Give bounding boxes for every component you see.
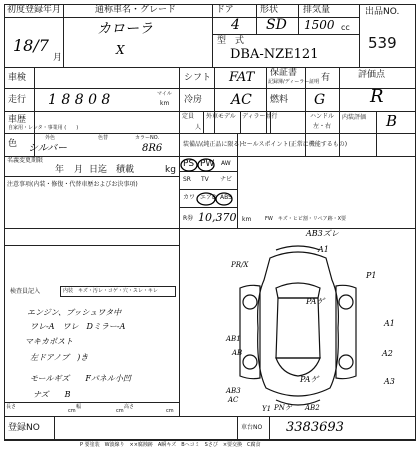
doors-label: ドア xyxy=(216,5,234,15)
pw-circle xyxy=(198,159,214,171)
displacement-label: 排気量 xyxy=(303,5,331,15)
inspector-header: 内装 キズ・汚レ・コゲ・穴・スレ・キレ xyxy=(63,288,158,294)
grid-line xyxy=(4,228,179,229)
model-value: DBA-NZE121 xyxy=(230,47,319,62)
car-roof xyxy=(276,298,320,358)
color-sub1: 外色 xyxy=(45,135,56,141)
grid-line xyxy=(4,111,416,112)
grid-line xyxy=(4,176,179,177)
equip-abs: ABS xyxy=(220,194,232,201)
handle-sub: 左・右 xyxy=(313,123,332,130)
equip-aw: AW xyxy=(221,160,231,167)
wheel-rr xyxy=(339,355,353,369)
first-reg-value: 18/7 xyxy=(13,36,49,55)
mileage-unit: マイル xyxy=(157,91,172,97)
shift-value: FAT xyxy=(229,70,255,85)
chassis-no-value: 3383693 xyxy=(286,420,344,435)
history-label: 車歴 xyxy=(8,115,27,125)
diagram-mark-ac: AC xyxy=(228,396,239,404)
dealer-label: ディラー並行 xyxy=(242,113,278,120)
month-mark: 月 xyxy=(74,165,84,175)
kg-unit: kg xyxy=(165,165,176,175)
diagram-mark-prx: PR/X xyxy=(231,261,249,269)
grid-line xyxy=(203,111,204,133)
equip-pw: PW xyxy=(200,159,215,169)
equipment-circles xyxy=(179,152,237,212)
equip-tv: TV xyxy=(201,176,209,183)
inspector-note-4: 左ドアノブ )き xyxy=(30,353,89,362)
grid-line xyxy=(376,111,377,156)
diagram-mark-a3: A3 xyxy=(384,377,395,386)
equip-navi: ナビ xyxy=(220,176,233,183)
model-label: 型 式 xyxy=(217,36,245,46)
grid-line xyxy=(4,245,179,246)
lot-no-label: 出品NO. xyxy=(365,7,400,17)
length-cm: cm xyxy=(68,408,76,414)
history-sub: 自家用・レンタ・事業用 ( ) xyxy=(8,125,79,131)
windshield xyxy=(276,283,320,298)
sales-point-title: セールスポイント(正常に機能するもの) xyxy=(241,141,348,148)
lot-no-value: 539 xyxy=(368,34,397,52)
wheel-fr xyxy=(339,295,353,309)
warranty-sub: 記録簿/ディーラー証明 xyxy=(268,79,320,85)
equip-airbag: エアB xyxy=(200,194,217,201)
grid-line xyxy=(4,88,416,89)
grid-line xyxy=(240,111,241,133)
shift-label: シフト xyxy=(184,73,212,83)
grade-value: R xyxy=(370,86,384,107)
airbag-circle xyxy=(197,193,215,205)
diagram-mark-y1: Y1 xyxy=(262,405,272,413)
width-cm: cm xyxy=(116,408,124,414)
inspector-note-2: ワレ-A ワレ Dミラー-A xyxy=(30,322,126,331)
grid-line xyxy=(4,67,416,68)
wheel-rl xyxy=(243,355,257,369)
diagram-mark-ab2: AB2 xyxy=(305,404,320,412)
car-top-outline xyxy=(258,252,339,396)
diagram-mark-pn: PNゲ xyxy=(274,404,292,412)
color-label: 色 xyxy=(8,139,18,149)
wheel-fl xyxy=(243,295,257,309)
car-name-value: カローラ xyxy=(97,21,153,37)
front-bumper xyxy=(276,246,320,250)
inspector-label: 検査員記入 xyxy=(10,288,41,295)
length-label: 長さ xyxy=(6,404,17,410)
grid-line xyxy=(212,4,213,67)
change-label: 名義変更期限 xyxy=(7,157,44,164)
color-sub2: 色替 xyxy=(98,135,109,141)
inspection-label: 車検 xyxy=(8,73,27,83)
ac-label: 冷房 xyxy=(184,95,203,105)
grid-line xyxy=(237,416,238,440)
grid-line xyxy=(54,416,55,440)
grid-line xyxy=(256,4,257,34)
height-label: 高さ xyxy=(124,404,135,410)
grid-line xyxy=(359,4,360,67)
shape-label: 形状 xyxy=(260,5,279,15)
diagram-mark-ab: AB xyxy=(232,349,243,357)
capacity-unit: 人 xyxy=(195,124,202,131)
height-cm: cm xyxy=(166,408,174,414)
diagram-mark-pa: PAゲ xyxy=(306,297,325,306)
grid-line xyxy=(212,34,359,35)
name-grade-label: 通称車名・グレード xyxy=(95,5,177,15)
grade-label: 評価点 xyxy=(358,70,386,80)
warranty-label: 保証書 xyxy=(270,68,298,78)
inspector-note-1: エンジン、ブッシュワタ中 xyxy=(27,308,122,317)
mileage-value: 1 8 8 0 8 xyxy=(48,92,111,108)
grid-line xyxy=(4,440,416,441)
diagram-mark-ab1: AB1 xyxy=(226,335,241,343)
date-label: 日迄 xyxy=(89,165,108,175)
inspector-note-3: マキカポスト xyxy=(25,337,73,346)
grid-line xyxy=(298,4,299,34)
grid-line xyxy=(4,402,179,403)
interior-label: 内装評価 xyxy=(342,114,367,121)
year-mark: 年 xyxy=(55,165,65,175)
abs-circle xyxy=(216,193,232,205)
r-ticket-value: 10,370 xyxy=(198,211,237,224)
diagram-mark-a1-top: A1 xyxy=(318,245,329,254)
load-label: 積載 xyxy=(116,165,135,175)
inspector-note-6: ナズ B xyxy=(33,390,71,399)
capacity-label: 定員 xyxy=(182,113,195,120)
grid-line xyxy=(266,67,267,133)
inspector-note-5: モールギズ Fパネル小凹 xyxy=(30,374,131,383)
fuel-value: G xyxy=(314,92,326,108)
notes-label: 注意事項(内装・修復・代替車歴およびお決事項) xyxy=(7,181,138,188)
equip-sr: SR xyxy=(183,176,191,183)
diagram-mark-a1-right: A1 xyxy=(384,319,395,328)
exterior-label: 外車モデル xyxy=(206,113,236,120)
rear-window xyxy=(276,358,320,376)
equipment-title: 装備品(純正品に限る) xyxy=(183,141,242,148)
first-reg-label: 初度登録年月 xyxy=(7,5,62,15)
width-label: 幅 xyxy=(76,404,82,410)
r-ticket-unit: km xyxy=(242,216,252,223)
color-value: シルバー xyxy=(28,143,68,154)
diagram-mark-a2: A2 xyxy=(382,349,393,358)
interior-value: B xyxy=(386,112,398,130)
diagram-mark-pa2: PAゲ xyxy=(300,375,319,384)
grid-line xyxy=(63,4,64,67)
color-no-value: 8R6 xyxy=(142,143,163,154)
equip-kawa: カワ xyxy=(183,194,196,201)
equip-ps: PS xyxy=(183,159,195,169)
mileage-unit-km: km xyxy=(160,100,170,107)
month-suffix: 月 xyxy=(53,53,63,63)
grid-line xyxy=(4,416,416,417)
diagram-mark-ab3: AB3ズレ xyxy=(306,229,339,238)
reg-no-label: 登録NO xyxy=(8,423,40,433)
footer-legend: P 要塗装 W波線り ××腐蝕跡 A瞬キズ Bヘコミ Sさび ×要交換 C腐食 xyxy=(80,442,261,448)
warranty-flag: 有 xyxy=(321,73,331,83)
diagram-mark-p1: P1 xyxy=(366,271,377,280)
doors-value: 4 xyxy=(231,17,240,33)
damage-legend: FW キズ・ヒビ割・リペア跡・X要 xyxy=(265,216,347,222)
r-ticket-label: R券 xyxy=(183,215,194,222)
grid-line xyxy=(214,67,215,133)
displacement-value: 1500 xyxy=(304,18,335,32)
ps-circle xyxy=(181,159,197,171)
car-diagram xyxy=(180,228,416,416)
color-no-label: カラーNO. xyxy=(135,135,160,141)
grade-name-value: X xyxy=(116,43,125,57)
diagram-mark-ab3-left: AB3 xyxy=(226,387,241,395)
mileage-label: 走行 xyxy=(8,95,27,105)
ac-value: AC xyxy=(231,92,252,108)
grid-line xyxy=(269,416,270,440)
grid-line xyxy=(4,133,416,134)
cc-unit: cc xyxy=(341,23,350,32)
fuel-label: 燃料 xyxy=(270,95,289,105)
chassis-no-label: 車台NO xyxy=(241,424,263,431)
handle-label: ハンドル xyxy=(310,113,335,120)
shape-value: SD xyxy=(266,17,287,33)
